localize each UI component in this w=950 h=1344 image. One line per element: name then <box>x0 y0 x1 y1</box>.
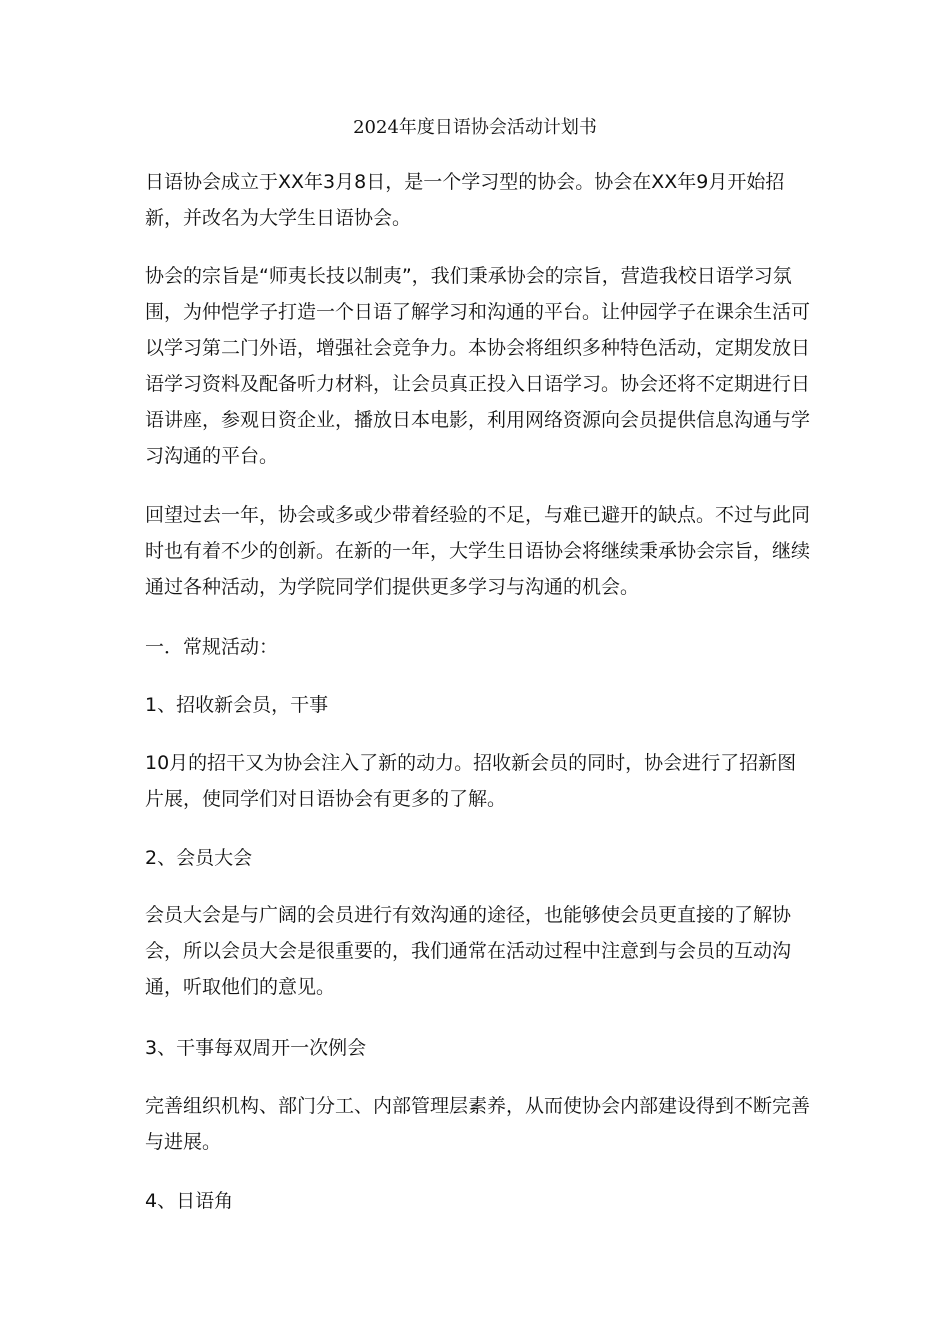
intro-paragraph-3: 回望过去一年，协会或多或少带着经验的不足，与难已避开的缺点。不过与此同时也有着不少的创新。在新的一年，大学生日语协会将继续秉承协会宗旨，继续通过各种活动，为学院同学们提供更多学习与沟通的机会。 <box>145 504 811 598</box>
document-title: 2024年度日语协会活动计划书 <box>353 117 597 138</box>
section-heading: 一．常规活动： <box>145 636 279 658</box>
item-body-2: 会员大会是与广阔的会员进行有效沟通的途径，也能够使会员更直接的了解协会，所以会员大会是很重要的，我们通常在活动过程中注意到与会员的互动沟通，听取他们的意见。 <box>145 904 792 998</box>
intro-paragraph-1: 日语协会成立于XX年3月8日，是一个学习型的协会。协会在XX年9月开始招新，并改名为大学生日语协会。 <box>145 171 785 229</box>
item-body-1: 10月的招干又为协会注入了新的动力。招收新会员的同时，协会进行了招新图片展，使同学们对日语协会有更多的了解。 <box>145 752 797 810</box>
item-body-3: 完善组织机构、部门分工、内部管理层素养，从而使协会内部建设得到不断完善与进展。 <box>145 1095 811 1153</box>
item-heading-3: 3、干事每双周开一次例会 <box>145 1037 367 1059</box>
intro-paragraph-2: 协会的宗旨是“师夷长技以制夷”，我们秉承协会的宗旨，营造我校日语学习氛围，为仲恺学子打造一个日语了解学习和沟通的平台。让仲园学子在课余生活可以学习第二门外语，增强社会竞争力。本协会将组织多种特色活动，定期发放日语学习资料及配备听力材料，让会员真正投入日语学习。协会还将不定期进行日语讲座，参观日资企业，播放日本电影，利用网络资源向会员提供信息沟通与学习沟通的平台。 <box>145 265 811 467</box>
item-heading-4: 4、日语角 <box>145 1190 234 1212</box>
item-heading-2: 2、会员大会 <box>145 847 253 869</box>
item-heading-1: 1、招收新会员，干事 <box>145 694 329 716</box>
